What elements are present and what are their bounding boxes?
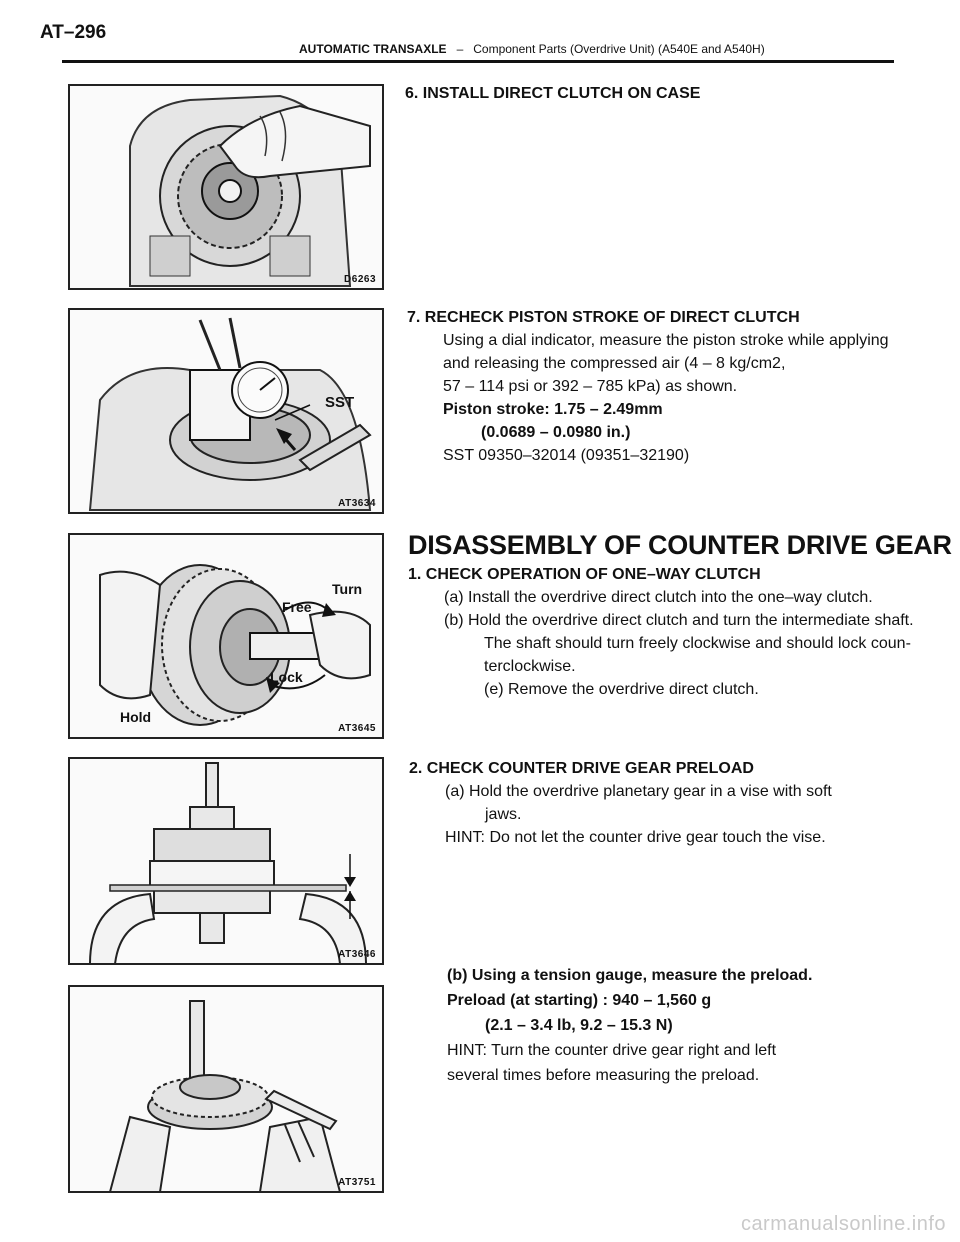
step7-line: 57 – 114 psi or 392 – 785 kPa) as shown. <box>443 378 738 395</box>
figure-vise-gear <box>68 757 384 965</box>
step7-line: and releasing the compressed air (4 – 8 kg/cm2, <box>443 355 786 372</box>
figure-code: AT3646 <box>338 949 376 960</box>
step7-block <box>407 306 889 467</box>
section-title: DISASSEMBLY OF COUNTER DRIVE GEAR <box>408 530 952 560</box>
label-sst: SST <box>325 394 355 411</box>
d-step2-hint2-cont: several times before measuring the preload. <box>447 1067 760 1084</box>
d-step1-b-cont: terclockwise. <box>484 658 576 675</box>
step7-spec: Piston stroke: 1.75 – 2.49mm <box>443 401 663 418</box>
figure-code: AT3751 <box>338 1177 376 1188</box>
header-subsection: Component Parts (Overdrive Unit) (A540E and A540H) <box>473 42 765 56</box>
label-turn: Turn <box>332 581 363 597</box>
d-step1-b: (b) Hold the overdrive direct clutch and turn the intermediate shaft. <box>444 612 914 629</box>
d-step2-a: (a) Hold the overdrive planetary gear in a vise with soft <box>445 783 832 800</box>
watermark: carmanualsonline.info <box>740 1213 946 1235</box>
label-hold: Hold <box>120 709 152 725</box>
label-lock: Lock <box>270 669 303 685</box>
illustration-gear-in-vise <box>70 759 384 965</box>
d-step1-a: (a) Install the overdrive direct clutch into the one–way clutch. <box>444 589 873 606</box>
header-separator: – <box>456 42 464 56</box>
page-header <box>299 42 765 56</box>
d-step2-block <box>409 757 832 849</box>
illustration-preload-measurement <box>70 987 384 1193</box>
figure-code: AT3645 <box>338 723 376 734</box>
illustration-dial-indicator <box>70 310 384 514</box>
header-rule <box>62 60 894 63</box>
figure-code: D6263 <box>344 274 376 285</box>
label-free: Free <box>282 599 312 615</box>
figure-piston-stroke <box>68 308 384 514</box>
d-step2b-block <box>447 963 812 1088</box>
figure-tension-gauge <box>68 985 384 1193</box>
d-step2-b: (b) Using a tension gauge, measure the preload. <box>447 967 813 984</box>
d-step2-title: 2. CHECK COUNTER DRIVE GEAR PRELOAD <box>409 760 754 777</box>
d-step2-hint2: HINT: Turn the counter drive gear right and left <box>447 1042 777 1059</box>
d-step1-title: 1. CHECK OPERATION OF ONE–WAY CLUTCH <box>408 566 761 583</box>
figure-one-way-clutch <box>68 533 384 739</box>
d-step2-hint: HINT: Do not let the counter drive gear touch the vise. <box>445 829 826 846</box>
step7-spec-inch: (0.0689 – 0.0980 in.) <box>481 424 631 441</box>
page-number: AT–296 <box>40 22 107 43</box>
illustration-one-way-clutch-check <box>70 535 384 739</box>
figure-install-direct-clutch <box>68 84 384 290</box>
step6-title: 6. INSTALL DIRECT CLUTCH ON CASE <box>405 85 701 102</box>
d-step1-b-cont: The shaft should turn freely clockwise and should lock coun- <box>484 635 911 652</box>
d-step1-e: (e) Remove the overdrive direct clutch. <box>484 681 759 698</box>
d-step1-block <box>408 563 914 701</box>
step7-title: 7. RECHECK PISTON STROKE OF DIRECT CLUTCH <box>407 309 800 326</box>
d-step2-spec-imperial: (2.1 – 3.4 lb, 9.2 – 15.3 N) <box>485 1017 673 1034</box>
step7-line: Using a dial indicator, measure the piston stroke while applying <box>443 332 889 349</box>
step7-sst: SST 09350–32014 (09351–32190) <box>443 447 690 464</box>
header-section: AUTOMATIC TRANSAXLE <box>299 42 447 56</box>
figure-code: AT3634 <box>338 498 376 509</box>
d-step2-spec: Preload (at starting) : 940 – 1,560 g <box>447 992 712 1009</box>
illustration-hand-installing-clutch <box>70 86 384 290</box>
d-step2-a-cont: jaws. <box>485 806 522 823</box>
